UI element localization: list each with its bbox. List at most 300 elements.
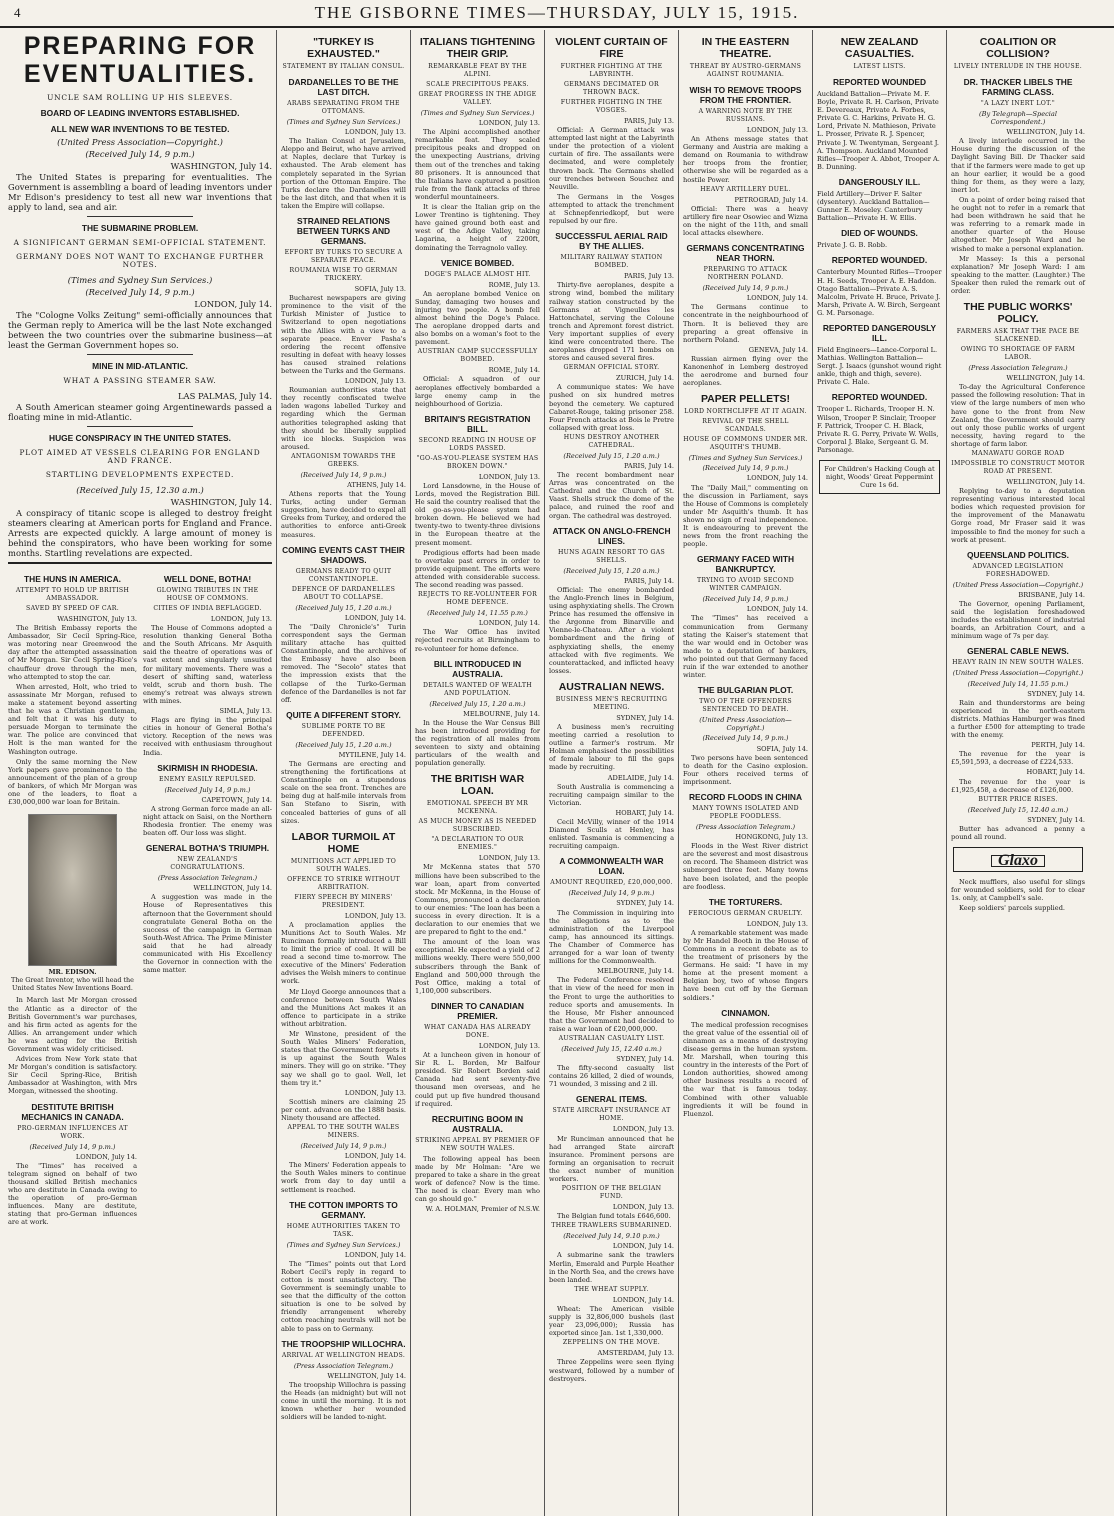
masthead [0, 0, 1114, 28]
paragraph: Bucharest newspapers are giving prominence to the visit of the Turkish Minister of Justice to Switzerland to open negotiations with the Allies with a view to a separate peace. Enver Pasha's ordering the recent offensive resulting in defeat with heavy losses has caused strained relations between the Turks and the Germans. [281, 294, 406, 375]
caption-name: MR. EDISON. [48, 968, 97, 977]
subheading: AUSTRALIAN CASUALTY LIST. [558, 1034, 665, 1042]
caption-text: The Great Inventor, who will head the United States New Inventions Board. [11, 976, 134, 993]
paragraph: The "Daily Chronicle's" Turin correspondent says the German military attache has quitted Constantinople, and the archives of the Embassy have also been removed. The "Secolo" states that the impression exists that the collapse of the Turko-German defence of the Dardanelles is not far off. [281, 622, 406, 704]
dateline: BRISBANE, July 14. [1018, 590, 1085, 599]
dateline: LAS PALMAS, July 14. [177, 391, 272, 401]
headline: GENERAL BOTHA'S TRIUMPH. [145, 843, 270, 854]
paragraph: A South American steamer going Argentinewards passed a floating mine in mid-Atlantic. [8, 402, 272, 422]
paragraph: In March last Mr Morgan crossed the Atlantic as a director of the British Government's war purchases, and his firm acted as agents for the Allies. An arrangement under which he was acting for the British Government was widely criticised. [8, 996, 137, 1053]
source-line: (Times and Sydney Sun Services.) [688, 454, 803, 463]
paragraph: The Germans continue to concentrate in the neighbourhood of Thorn. It is believed they are preparing a great offensive in northern Poland. [683, 303, 808, 344]
advertisement-woods [819, 460, 940, 494]
subheading: TWO OF THE OFFENDERS SENTENCED TO DEATH. [699, 698, 792, 714]
paragraph: Three Zeppelins were seen flying westward, followed by a number of destroyers. [549, 1358, 674, 1383]
subheading: LIVELY INTERLUDE IN THE HOUSE. [953, 63, 1083, 70]
source-line: (United Press Association—Copyright.) [57, 137, 223, 147]
masthead-title: THE GISBORNE TIMES—THURSDAY, JULY 15, 1915. [314, 3, 800, 22]
paragraph: The fifty-second casualty list contains 26 killed, 2 died of wounds, 71 wounded, 3 missing and 2 ill. [549, 1064, 674, 1089]
paragraph: A lively interlude occurred in the House during the discussion of the Daylight Saving Bill. Dr Thacker said that if the farmers were made to get up an hour earlier, it would be a good thing for them, as they were a lazy, inert lot. [951, 137, 1085, 194]
subheading: OFFENCE TO STRIKE WITHOUT ARBITRATION. [287, 875, 400, 891]
casualty-list: Field Engineers—Lance-Corporal L. Mathias. Wellington Battalion—Sergt. J. Isaacs (gunshot wound right ankle, thigh and thigh, severe). Private C. Hale. [817, 345, 942, 387]
dateline: LONDON, July 13. [344, 1088, 406, 1097]
paragraph: Athens reports that the Young Turks, acting under German suggestion, have decided to expel all Greeks from Turkey, and ordered the authorities to enforce anti-Greek measures. [281, 490, 406, 539]
subheading: SAVED BY SPEED OF CAR. [26, 605, 119, 612]
received-line: (Received July 14, 9 p.m.) [85, 287, 195, 297]
dateline: WELLINGTON, July 14. [193, 884, 272, 893]
headline: RECRUITING BOOM IN AUSTRALIA. [431, 1113, 524, 1134]
paragraph: Official: There was a heavy artillery fire near Osowiec and Wizna on the night of the 11th, and small local attacks elsewhere. [683, 204, 808, 238]
subheading: THREE TRAWLERS SUBMARINED. [551, 1222, 672, 1230]
dateline: ROME, July 14. [488, 366, 540, 375]
paragraph: The amount of the loan was exceptional. He expected a yield of 2 millions weekly. There were 550,000 subscribers through the Bank of England and 500,000 through the Post Office, making a total of 1,100,000 subscribers. [415, 938, 540, 995]
headline: PAPER PELLETS! [700, 393, 791, 406]
received-line: (Received July 14, 9 p.m.) [702, 595, 789, 604]
headline: SUCCESSFUL AERIAL RAID BY THE ALLIES. [555, 231, 668, 252]
paragraph: The medical profession recognises the great value of the essential oil of cinnamon as a means of destroying disease germs in the human system. Mr. Marshall, when touring this country in the interests of the Port of London authorities, showed among other business results a record of the war that is famous today. Combined with other valuable ingredients it will be found in Fluenzol. [683, 1020, 808, 1118]
paragraph: The "Times" has received a communication from Germany stating the Kaiser's statement that the war would end in October was made to a deputation of bankers, who pointed out that Germany faced ruin if the war extended to another winter. [683, 614, 808, 680]
subheading: REPORTED DANGEROUSLY ILL. [822, 322, 937, 343]
casualty-list: Field Artillery—Driver F. Salter (dysentery). Auckland Battalion—Gunner E. Moseley. Canterbury Battalion—Private H. W. Ellis. [817, 189, 930, 223]
dateline: LONDON, July 14. [344, 613, 406, 622]
dateline: PERTH, July 14. [1031, 741, 1085, 750]
headline: VENICE BOMBED. [440, 257, 515, 268]
subheading: DR. THACKER LIBELS THE FARMING CLASS. [963, 77, 1073, 97]
paragraph: Mr Lloyd George announces that a conference between South Wales and the Munitions Act makes it an offence to participate in a strike without arbitration. [281, 987, 406, 1028]
source-line: (Times and Sydney Sun Services.) [286, 1240, 401, 1249]
dateline: SYDNEY, July 14. [1027, 689, 1085, 698]
subheading: GLOWING TRIBUTES IN THE HOUSE OF COMMONS. [156, 587, 259, 602]
subheading: DETAILS WANTED OF WEALTH AND POPULATION. [422, 681, 532, 697]
paragraph: A submarine sank the trawlers Merlin, Emerald and Purple Heather in the North Sea, and the crews have been landed. [549, 1251, 674, 1284]
received-line: (Received July 14, 11.55 p.m.) [967, 679, 1069, 688]
dateline: LONDON, July 14. [478, 619, 540, 628]
source-line: (Times and Sydney Sun Services.) [286, 118, 401, 126]
dateline: LONDON, July 13. [210, 615, 272, 623]
paragraph: The recent bombardment near Arras was concentrated on the Cathedral and the Church of St. Vaast. Shells struck the dome of the palace, and ruined the roof and organ. The cathedral was destroyed. [549, 471, 674, 520]
column-3 [411, 30, 545, 1516]
headline: "TURKEY IS EXHAUSTED." [307, 36, 380, 60]
paragraph: The following appeal has been made by Mr Holman: "Are we prepared to take a share in the great work of defence? Now is the time. The need is clear. Every man who can go should go." [415, 1154, 540, 1204]
paragraph: Two persons have been sentenced to death for the Casino explosion. Four others received terms of imprisonment. [683, 753, 808, 786]
paragraph: The United States is preparing for eventualities. The Government is assembling a board of leading inventors under Mr Edison's presidency to test all new war inventions that apply to land, sea and air. [8, 172, 272, 212]
dateline: WELLINGTON, July 14. [1006, 478, 1085, 486]
subheading: FURTHER FIGHTING AT THE LABYRINTH. [560, 63, 663, 78]
paragraph: The House of Commons adopted a resolution thanking General Botha and the South Africans. Mr Asquith said the theatre of operations was of vast extent and singularly unsuited for military movements. There was a desert of shifting sand, waterless veldt, scrub and thorn bush. The enemy's retreat was always strewn with mines. [143, 624, 272, 705]
subheading: CITIES OF INDIA BEFLAGGED. [153, 605, 262, 612]
paragraph: Thirty-five aeroplanes, despite a strong wind, bombed the military railway station constructed by the Germans at Vigneulles les Hattonchatel, serving the Coloune trench and Apremont forest district. Very important supplies of every kind were concentrated there. The aeroplanes dropped 171 bombs on stores and caused several fires. [549, 281, 674, 363]
dateline: PETROGRAD, July 14. [734, 195, 808, 204]
received-line: (Received July 14, 9 p.m.) [300, 1142, 387, 1151]
dateline: WASHINGTON, July 14. [170, 161, 272, 171]
dateline: MYTILENE, July 14. [338, 750, 406, 759]
subheading: ALL NEW WAR INVENTIONS TO BE TESTED. [50, 124, 230, 134]
headline: CINNAMON. [721, 1007, 770, 1018]
paragraph: Russian airmen flying over the Kanonenhof in Lemberg destroyed the aerodrome and burned four aeroplanes. [683, 354, 808, 388]
headline: MINE IN MID-ATLANTIC. [92, 361, 188, 371]
received-line: (Received July 14, 9 p.m.) [164, 785, 251, 794]
subheading: REPORTED WOUNDED. [831, 392, 928, 403]
subheading: ARABS SEPARATING FROM THE OTTOMANS. [287, 100, 400, 115]
dateline: HOBART, July 14. [1026, 768, 1085, 777]
advertisement-glaxo [953, 847, 1083, 872]
subheading: LORD NORTHCLIFFE AT IT AGAIN. [684, 408, 807, 416]
casualty-list: Private J. G. B. Robb. [817, 241, 888, 250]
headline: QUEENSLAND POLITICS. [967, 549, 1069, 560]
received-line: (Received July 14, 9 p.m.) [702, 464, 789, 473]
received-line: (Received July 15, 1.20 a.m.) [429, 699, 526, 708]
dateline: ATHENS, July 14. [347, 481, 406, 489]
paragraph: The War Office has invited rejected recruits at Birmingham to re-volunteer for home defence. [415, 628, 540, 653]
dateline: LONDON, July 13. [478, 1041, 540, 1050]
headline: THE COTTON IMPORTS TO GERMANY. [289, 1199, 398, 1220]
signature: W. A. HOLMAN, Premier of N.S.W. [425, 1205, 540, 1214]
received-line: (Received July 14, 9.10 p.m.) [563, 1232, 660, 1241]
paragraph: The revenue for the year is £1,925,458, a decrease of £126,000. [951, 777, 1085, 794]
paragraph: The "Cologne Volks Zeitung" semi-officially announces that the German reply to America will be the last Note exchanged between the two countries over the submarine business—at least the German Government hopes so. [8, 310, 272, 350]
source-line: (Times and Sydney Sun Services.) [420, 109, 535, 117]
paragraph: A communique states: We have pushed on six hundred metres beyond the cemetery. We captured Cabaret-Rouge, taking prisoner 258. Four French attacks at Bois le Pretre collapsed with great loss. [549, 383, 674, 432]
dateline: LONDON, July 13. [344, 911, 406, 920]
headline: A COMMONWEALTH WAR LOAN. [559, 856, 664, 877]
paragraph: When arrested, Holt, who tried to assassinate Mr Morgan, refused to make a statement beyond asserting that he was a Christian gentleman, and felt that it was his duty to persuade Morgan to terminate the war. The police are convinced that Holt is the man wanted for the Washington outrage. [8, 682, 137, 756]
paragraph: Rain and thunderstorms are being experienced in the north-eastern districts. Mathias Hamburger was fined a further £500 for attempting to trade with the enemy. [951, 698, 1085, 740]
headline: VIOLENT CURTAIN OF FIRE [555, 36, 668, 60]
casualty-list: Trooper L. Richards, Trooper H. N. Wilson, Trooper P. Sinclair, Trooper F. Pattrick, Trooper C. H. Black, Private R. G. Perry, Private W. Wells, Corporal J. Blake, Sergeant G. M. Parsonage. [817, 405, 939, 454]
dateline: PARIS, July 13. [624, 272, 674, 281]
main-headline: PREPARING FOR EVENTUALITIES. [23, 32, 257, 88]
headline: QUITE A DIFFERENT STORY. [286, 709, 401, 720]
paragraph: Mr Winstone, president of the South Wales Miners' Federation, states that the Government forgets it is up against the South Wales miners. They will go on strike. "They say we shall go to gaol. Well, let them try it." [281, 1030, 406, 1087]
dateline: WELLINGTON, July 14. [1006, 374, 1085, 383]
subheading: UNCLE SAM ROLLING UP HIS SLEEVES. [47, 93, 233, 102]
dateline: LONDON, July 13. [612, 1125, 674, 1134]
paragraph: Official: The enemy bombarded the Anglo-French lines in Belgium, using asphyxiating shells. The Crown Prince has resumed the offensive in the Argonne from Binarville and Vienne-le-Chateau. After a violent bombardment and the firing of asphyxiating shells, the enemy attacked with five regiments. We counterattacked, and inflicted heavy losses. [549, 585, 674, 675]
dateline: CAPETOWN, July 14. [201, 795, 272, 804]
source-line: (Press Association Telegram.) [157, 874, 258, 883]
subheading: DEFENCE OF DARDANELLES ABOUT TO COLLAPSE. [291, 585, 396, 601]
subheading: BUTTER PRICE RISES. [978, 795, 1058, 803]
column-6 [813, 30, 947, 1516]
subheading: POSITION OF THE BELGIAN FUND. [561, 1185, 662, 1201]
subheading: LATEST LISTS. [853, 63, 906, 70]
subheading: DIED OF WOUNDS. [841, 228, 918, 239]
paragraph: Replying to-day to a deputation representing various interested local bodies which requested provision for the improvement of the Manawatu Gorge road, Mr Fraser said it was impossible to find the money for such a work at present. [951, 487, 1085, 544]
subheading: MILITARY RAILWAY STATION BOMBED. [560, 254, 663, 270]
source-line: (By Telegraph—Special Correspondent.) [979, 110, 1057, 127]
subheading: STARTLING DEVELOPMENTS EXPECTED. [45, 470, 235, 479]
subheading: FIERY SPEECH BY MINERS' PRESIDENT. [294, 893, 393, 909]
paragraph: Only the same morning the New York papers gave prominence to the announcement of the plan of a group of bankers, of which Mr Morgan was one of the leaders, to float a £30,000,000 war loan for Britain. [8, 757, 137, 807]
dateline: LONDON, July 13. [746, 919, 808, 928]
headline: GERMANY FACED WITH BANKRUPTCY. [696, 554, 795, 575]
dateline: SOFIA, July 14. [756, 744, 808, 753]
headline: THE HUNS IN AMERICA. [24, 574, 121, 584]
paragraph: The troopship Willochra is passing the Heads (an midnight) but will not come in until the morning. It is not known whether her wounded soldiers will be landed to-night. [281, 1380, 406, 1422]
subheading: SECOND READING IN HOUSE OF LORDS PASSED. [418, 436, 537, 452]
subheading: SUBLIME PORTE TO BE DEFENDED. [301, 722, 386, 738]
glaxo-logo: Glaxo [991, 855, 1045, 867]
paragraph: The British Embassy reports the Ambassador, Sir Cecil Spring-Rice, was motoring near Greenwood the day after the attempted assassination of Mr Morgan. Sir Cecil Spring-Rice's chauffeur drove through the men, who attempted to stop the car. [8, 624, 137, 681]
dateline: SYDNEY, July 14. [616, 713, 674, 722]
subheading: STATE AIRCRAFT INSURANCE AT HOME. [552, 1107, 671, 1123]
subheading: FARMERS ASK THAT THE PACE BE SLACKENED. [956, 328, 1080, 344]
subheading: WISH TO REMOVE TROOPS FROM THE FRONTIER. [689, 85, 802, 105]
subheading: MANAWATU GORGE ROAD [971, 450, 1065, 457]
paragraph: The Alpini accomplished another remarkable feat. They scaled precipitous peaks and dropped on the unexpecting Austrians, driving them out of the trenches and taking 80 prisoners. It is announced that the Italians have captured a position rule from the flank attacks of three wonderful mountaineers. [415, 128, 540, 201]
paragraph: On a point of order being raised that he ought not to refer in a remark that had been withdrawn he said that he was referring to a remark made in another quarter of the House altogether. Mr Joseph Ward and he wished to make a personal explanation. [951, 195, 1085, 253]
headline: RECORD FLOODS IN CHINA [688, 791, 803, 802]
received-line: (Received July 14, 9 p.m.) [85, 149, 195, 159]
source-line: (Press Association Telegram.) [293, 1361, 394, 1370]
paragraph: The Germans are erecting and strengthening the fortifications at Constantinople on a stupendous scale on the sea front. Trenches are being dug at half-mile intervals from San Stefano to Sisrin, with concealed batteries of guns of all sizes. [281, 759, 406, 825]
headline: THE PUBLIC WORKS' POLICY. [963, 301, 1073, 326]
paragraph: The revenue for the year is £5,591,593, a decrease of £224,533. [951, 750, 1085, 767]
received-line: (Received July 15, 1.20 a.m.) [563, 451, 660, 460]
dateline: WELLINGTON, July 14. [1006, 128, 1085, 137]
subheading: HOME AUTHORITIES TAKEN TO TASK. [286, 1222, 401, 1238]
subheading: AS MUCH MONEY AS IS NEEDED SUBSCRIBED. [418, 818, 537, 834]
subheading: HOUSE OF COMMONS UNDER MR. ASQUITH'S THUMB. [683, 436, 808, 452]
headline: WELL DONE, BOTHA! [163, 574, 252, 584]
subheading: A WARNING NOTE BY THE RUSSIANS. [698, 108, 793, 123]
paragraph: The Miners' Federation appeals to the South Wales miners to continue work from day to day until a settlement is reached. [281, 1161, 406, 1194]
headline: THE TORTURERS. [708, 896, 783, 907]
received-line: (Received July 15, 12.30 a.m.) [76, 485, 204, 495]
paragraph: A business men's recruiting meeting carried a resolution to outline a farmer's rostrum. Mr Holman emphasised the possibilities of female labour to fill the gaps made by recruiting. [549, 722, 674, 772]
headline: DARDANELLES TO BE THE LAST DITCH. [288, 77, 399, 97]
paragraph: The Governor, opening Parliament, said the legislation foreshadowed includes the establishment of industrial boards, an Arbitration Court, and a minimum wage of 7s per day. [951, 599, 1085, 641]
dateline: ROME, July 13. [488, 280, 540, 289]
source-line: (United Press Association—Copyright.) [952, 669, 1084, 678]
dateline: SIMLA, July 13. [219, 707, 272, 716]
dateline: LONDON, July 13. [344, 377, 406, 386]
subheading: EFFORT BY TURKS TO SECURE A SEPARATE PEACE. [284, 249, 403, 265]
dateline: ZURICH, July 14. [615, 374, 674, 383]
edison-portrait [28, 814, 117, 966]
received-line: (Received July 15, 12.40 a.m.) [561, 1044, 662, 1053]
headline: GENERAL CABLE NEWS. [967, 646, 1069, 657]
subheading: AUSTRIAN CAMP SUCCESSFULLY BOMBED. [417, 348, 538, 364]
subheading: HUNS DESTROY ANOTHER CATHEDRAL. [563, 433, 660, 449]
headline: DINNER TO CANADIAN PREMIER. [431, 1000, 524, 1021]
paragraph: The Belgian fund totals £646,600. [557, 1212, 671, 1221]
subheading: REJECTS TO RE-VOLUNTEER FOR HOME DEFENCE. [417, 591, 538, 607]
subheading: A SIGNIFICANT GERMAN SEMI-OFFICIAL STATEMENT. [13, 238, 267, 247]
received-line: (Received July 15, 1.20 a.m.) [295, 603, 392, 612]
subheading: HUNS AGAIN RESORT TO GAS SHELLS. [557, 548, 666, 564]
subheading: ENEMY EASILY REPULSED. [159, 775, 256, 783]
dateline: SYDNEY, July 14. [616, 1055, 674, 1064]
dateline: PARIS, July 13. [624, 117, 674, 125]
subheading: FEROCIOUS GERMAN CRUELTY. [688, 909, 803, 917]
page-number: 4 [14, 5, 23, 20]
subheading: REVIVAL OF THE SHELL SCANDALS. [702, 418, 789, 434]
paragraph: Butter has advanced a penny a pound all round. [951, 824, 1085, 841]
headline: IN THE EASTERN THEATRE. [701, 36, 790, 60]
paragraph: A remarkable statement was made by Mr Handel Booth in the House of Commons in a recent debate as to the treatment of prisoners by the Germans. He said: "I have in my home at the present moment a Belgian boy, two of whose fingers have been cut off by the German soldiers." [683, 928, 808, 1002]
headline: THE BRITISH WAR LOAN. [430, 773, 525, 798]
subheading: "A DECLARATION TO OUR ENEMIES." [431, 836, 524, 852]
subheading: REPORTED WOUNDED [832, 77, 927, 87]
column-2 [277, 30, 411, 1516]
subheading: WHAT A PASSING STEAMER SAW. [63, 376, 217, 385]
paragraph: An aeroplane bombed Venice on Sunday, damaging two houses and injuring two people. A bomb fell almost behind the Doge's Palace. The aeroplane dropped darts and also bombs on a woman's foot to the pavement. [415, 289, 540, 347]
paragraph: Roumanian authorities state that they recently confiscated twelve laden wagons labelled Turkey and regarding which the German authorities telegraphed asking that they should be liberally supplied with ice blocks. Suspicion was aroused. [281, 386, 406, 451]
subheading: TRYING TO AVOID SECOND WINTER CAMPAIGN. [696, 577, 795, 593]
subheading: ROUMANIA WISE TO GERMAN TRICKERY. [289, 267, 398, 283]
paragraph: Floods in the West River district are the severest and most disastrous on record. The Shameen district was submerged three feet. Many towns have been isolated, and the people are foodless. [683, 842, 808, 891]
dateline: LONDON, July 14. [612, 1295, 674, 1304]
dateline: HOBART, July 14. [615, 808, 674, 817]
subheading: BOARD OF LEADING INVENTORS ESTABLISHED. [40, 108, 240, 118]
subheading: DANGEROUSLY ILL. [838, 176, 921, 187]
headline: LABOR TURMOIL AT HOME [291, 830, 396, 855]
casualty-list: Auckland Battalion—Private M. F. Boyle, Private R. H. Carlson, Private E. Devereaux, Private A. Forbes, Private G. C. Harkins, Private H. G. Lord, Private N. Mathieson, Private L. Prosser, Private R. J. Spencer, Private J. W. Twentyman, Sergeant J. A. Thompson. Auckland Mounted Rifles—Trooper A. Abbot, Trooper A. B. Dunning. [817, 90, 940, 171]
dateline: AMSTERDAM, July 13. [597, 1349, 674, 1358]
subheading: BUSINESS MEN'S RECRUITING MEETING. [555, 695, 668, 711]
subheading: STATEMENT BY ITALIAN CONSUL. [282, 63, 405, 70]
paragraph: To-day the Agricultural Conference passed the following resolution: That in view of the large numbers of men who have gone to the front from New Zealand, the Government should carry out only those public works of urgent necessity, having regard to the shortage of farm labor. [951, 383, 1085, 448]
received-line: (Received July 14, 9 p.m.) [568, 889, 655, 898]
subheading: ATTEMPT TO HOLD UP BRITISH AMBASSADOR. [15, 587, 130, 602]
dateline: LONDON, July 13. [478, 854, 540, 863]
subheading: APPEAL TO THE SOUTH WALES MINERS. [287, 1124, 400, 1140]
dateline: MELBOURNE, July 14. [597, 967, 674, 976]
received-line: (Received July 15, 1.20 a.m.) [563, 566, 660, 575]
dateline: SYDNEY, July 14. [1027, 815, 1085, 824]
paragraph: The "Times" has received a telegram signed on behalf of two thousand skilled British mechanics who are destitute in Canada owing to the operation of pro-German influences. Many are destitute, stating that pro-German influences are at work. [8, 1161, 137, 1227]
subheading: IMPOSSIBLE TO CONSTRUCT MOTOR ROAD AT PRESENT. [951, 460, 1085, 475]
received-line: (Received July 15, 1.20 a.m.) [295, 740, 392, 749]
paragraph: The "Times" points out that Lord Robert Cecil's reply in regard to cotton is most unsatisfactory. The Government is seemingly unable to see that the difficulty of the cotton situation is one to be solved by friendly arrangement whereby cotton reaching neutrals will not be able to pass on to Germany. [281, 1259, 406, 1333]
column-5 [679, 30, 813, 1516]
paragraph: It is clear the Italian grip on the Lower Trentino is tightening. They have gained ground both east and west of the Adige Valley, taking Lagarina, a height of 2200ft, dominating the Terragnolo valley. [415, 203, 540, 252]
subheading: SCALE PRECIPITOUS PEAKS. [426, 81, 529, 88]
headline: THE BULGARIAN PLOT. [697, 685, 794, 696]
paragraph: Advices from New York state that Mr Morgan's condition is satisfactory. Sir Cecil Spring-Rice, British Ambassador at Washington, with Mrs Morgan, witnessed the shooting. [8, 1055, 137, 1096]
subheading: THREAT BY AUSTRO-GERMANS AGAINST ROUMANIA. [689, 63, 802, 78]
headline: COALITION OR COLLISION? [979, 36, 1057, 60]
subheading: ANTAGONISM TOWARDS THE GREEKS. [291, 452, 396, 468]
headline: STRAINED RELATIONS BETWEEN TURKS AND GERMANS. [296, 216, 391, 247]
dateline: LONDON, July 14. [194, 299, 272, 309]
dateline: GENEVA, July 14. [748, 345, 808, 354]
dateline: WASHINGTON, July 13. [57, 615, 137, 623]
paragraph: The "Daily Mail," commenting on the discussion in Parliament, says the House of Commons is completely under Mr Asquith's thumb. It has shown no sign of real independence. It is endeavouring to prevent the news from the front reaching the people. [683, 483, 808, 549]
paragraph: The Commission in inquiring into the allegations as to the administration of the Liverpool camp, has announced its sittings. The Chamber of Commerce has arranged for a war loan of twenty millions for the Commonwealth. [549, 908, 674, 966]
subheading: THE WHEAT SUPPLY. [574, 1285, 649, 1293]
paragraph: Lord Lansdowne, in the House of Lords, moved the Registration Bill. He said the country realised that the old go-as-you-please system had broken down. He believed we had twenty-two to twenty-three divisions in the European theatre at the present moment. [415, 481, 540, 547]
column-4 [545, 30, 679, 1516]
dateline: HONGKONG, July 13. [735, 833, 808, 842]
subheading: "GO-AS-YOU-PLEASE SYSTEM HAS BROKEN DOWN." [416, 454, 539, 470]
paragraph: In the House the War Census Bill has been introduced providing for the registration of all males from seventeen to sixty and obtaining particulars of the wealth and population generally. [415, 718, 540, 768]
headline: SKIRMISH IN RHODESIA. [157, 762, 258, 773]
dateline: LONDON, July 14. [344, 1152, 406, 1161]
headline: COMING EVENTS CAST THEIR SHADOWS. [282, 544, 405, 565]
paragraph: The Federal Conference resolved that in view of the need for men in the Front to urge the authorities to reduce sports and amusements. In the House, Mr Fisher announced that the Government had decided to raise a war loan of £20,000,000. [549, 976, 674, 1033]
subheading: EMOTIONAL SPEECH BY MR MCKENNA. [426, 800, 529, 816]
dateline: LONDON, July 14. [746, 474, 808, 483]
paragraph: South Australia is commencing a recruiting campaign similar to the Victorian. [549, 782, 674, 807]
paragraph: Flags are flying in the principal cities in honour of General Botha's victory. Reception of the news was received with enthusiasm throughout India. [143, 716, 272, 757]
dateline: LONDON, July 14. [75, 1152, 137, 1161]
subheading: STRIKING APPEAL BY PREMIER OF NEW SOUTH WALES. [415, 1136, 540, 1152]
paragraph: Mr McKenna states that 570 millions have been subscribed to the war loan, apart from converted stock. Mr McKenna, in the House of Commons, pronounced a declaration to our enemies: "The loan has been a success in every direction. It is a declaration to our enemies that we are prepared to fight to the end." [415, 863, 540, 937]
dateline: LONDON, July 14. [746, 294, 808, 303]
headline: ATTACK ON ANGLO-FRENCH LINES. [552, 525, 671, 546]
subheading: HEAVY ARTILLERY DUEL. [700, 185, 791, 193]
headline: BRITAIN'S REGISTRATION BILL. [424, 413, 531, 434]
subheading: GREAT PROGRESS IN THE ADIGE VALLEY. [418, 91, 537, 106]
dateline: LONDON, July 13. [612, 1203, 674, 1212]
subheading: MANY TOWNS ISOLATED AND PEOPLE FOODLESS. [692, 804, 799, 820]
subheading: DOGE'S PALACE ALMOST HIT. [424, 270, 531, 278]
paragraph: Official: A squadron of our aeroplanes effectively bombarded a large enemy camp in the neighbourhood of Gorizia. [415, 375, 540, 408]
received-line: (Received July 15, 12.40 a.m.) [967, 805, 1069, 814]
dateline: LONDON, July 13. [478, 119, 540, 128]
paragraph: A suggestion was made in the House of Representatives this afternoon that the Government should congratulate General Botha on the success of the campaign in German South-West Africa. The Prime Minister said that he had already communicated with His Excellency the Governor in connection with the same matter. [143, 893, 272, 975]
dateline: LONDON, July 14. [746, 605, 808, 614]
dateline: SYDNEY, July 14. [616, 899, 674, 908]
headline: THE SUBMARINE PROBLEM. [81, 223, 199, 233]
paragraph: Mr Massey: Is this a personal explanation? Mr Joseph Ward: I am speaking to the matter. (Laughter.) The Speaker then ruled the remark out of order. [951, 254, 1085, 295]
subheading: REPORTED WOUNDED. [831, 255, 928, 266]
subheading: PRO-GERMAN INFLUENCES AT WORK. [17, 1124, 128, 1140]
column-7 [947, 30, 1089, 1516]
paragraph: A proclamation applies the Munitions Act to South Wales. Mr Runciman formally introduced a Bill to limit the price of coal. It will be read a second time to-morrow. The executive of the Miners' Federation advises the Welsh miners to continue work. [281, 920, 406, 986]
received-line: (Received July 14, 9 p.m.) [702, 284, 789, 293]
headline: ITALIANS TIGHTENING THEIR GRIP. [419, 36, 536, 60]
paragraph: The Italian Consul at Jerusalem, Aleppo and Beirut, who have arrived at Naples, declare that Turkey is exhausted. The Arab element has completely separated in the Syrian portion of the Ottoman Empire. The Turks declare the Dardanelles will be the last ditch, and that when it is taken the Empire will collapse. [281, 137, 406, 210]
subheading: FURTHER FIGHTING IN THE VOSGES. [560, 99, 663, 114]
dateline: LONDON, July 13. [478, 472, 540, 481]
source-line: (United Press Association—Copyright.) [952, 580, 1084, 589]
paragraph: Neck mufflers, also useful for slings for wounded soldiers, sold for to clear 1s. only, at Campbell's sale. [951, 878, 1085, 903]
paragraph: Official: A German attack was attempted last night at the Labyrinth under the protection of a violent curtain of fire. The assailants were decimated, and were completely thrown back. The Germans shelled our trenches between Souchez and Neuville. [549, 126, 674, 191]
paragraph: An Athens message states that Germany and Austria are making a demand on Roumania to withdraw her troops from the frontier, otherwise she will be regarded as a hostile Power. [683, 135, 808, 184]
dateline: PARIS, July 14. [624, 462, 674, 470]
paragraph: Prodigious efforts had been made to overtake past errors in order to provide equipment. The efforts were attended with considerable success. The second reading was passed. [415, 548, 540, 590]
subheading: ADVANCED LEGISLATION FORESHADOWED. [972, 562, 1064, 578]
source-line: (Times and Sydney Sun Services.) [67, 275, 213, 285]
subheading: HEAVY RAIN IN NEW SOUTH WALES. [952, 659, 1084, 667]
column-1 [4, 30, 277, 1516]
paragraph: A strong German force made an all-night attack on Saisi, on the Northern Rhodesia frontier. The enemy was beaten off. Our loss was slight. [143, 804, 272, 838]
dateline: WASHINGTON, July 14. [170, 497, 272, 507]
ad-text: For Children's Hacking Cough at night, Woods' Great Peppermint Cure 1s 6d. [824, 465, 935, 490]
headline: BILL INTRODUCED IN AUSTRALIA. [433, 658, 522, 679]
source-line: (Press Association Telegram.) [695, 822, 796, 831]
subheading: GERMANS DECIMATED OR THROWN BACK. [564, 81, 659, 96]
dateline: MELBOURNE, July 14. [463, 709, 540, 718]
headline: GENERAL ITEMS. [575, 1094, 648, 1105]
casualty-list: Canterbury Mounted Rifles—Trooper H. H. Seeds, Trooper A. E. Haddon. Otago Battalion—Private A. S. Malcolm, Private H. Bruce, Private J. Marsh, Private A. W. Birch, Sergeant G. M. Parsonage. [817, 268, 942, 317]
source-line: (Press Association Telegram.) [968, 364, 1068, 373]
paragraph: Cecil McVilly, winner of the 1914 Diamond Sculls at Henley, has enlisted. Tasmania is commencing a recruiting campaign. [549, 818, 674, 851]
subheading: GERMANS READY TO QUIT CONSTANTINOPLE. [295, 567, 392, 583]
subheading: GERMANY DOES NOT WANT TO EXCHANGE FURTHER NOTES. [16, 252, 264, 269]
received-line: (Received July 14, 9 p.m.) [702, 734, 789, 743]
paragraph: A conspiracy of titanic scope is alleged to destroy freight steamers clearing at American ports for England and France. Arrests are expected quickly. A large amount of money is behind the conspirators, who have been working for some months. Startling revelations are expected. [8, 508, 272, 558]
subheading: ARRIVAL AT WELLINGTON HEADS. [281, 1351, 406, 1359]
paragraph: Scottish miners are claiming 25 per cent. advance on the 1888 basis. Ninety thousand are affected. [281, 1097, 406, 1122]
subheading: NEW ZEALAND'S CONGRATULATIONS. [170, 856, 245, 872]
subheading: "A LAZY INERT LOT." [980, 100, 1056, 107]
dateline: ADELAIDE, July 14. [607, 773, 674, 782]
dateline: PARIS, July 14. [624, 576, 674, 585]
